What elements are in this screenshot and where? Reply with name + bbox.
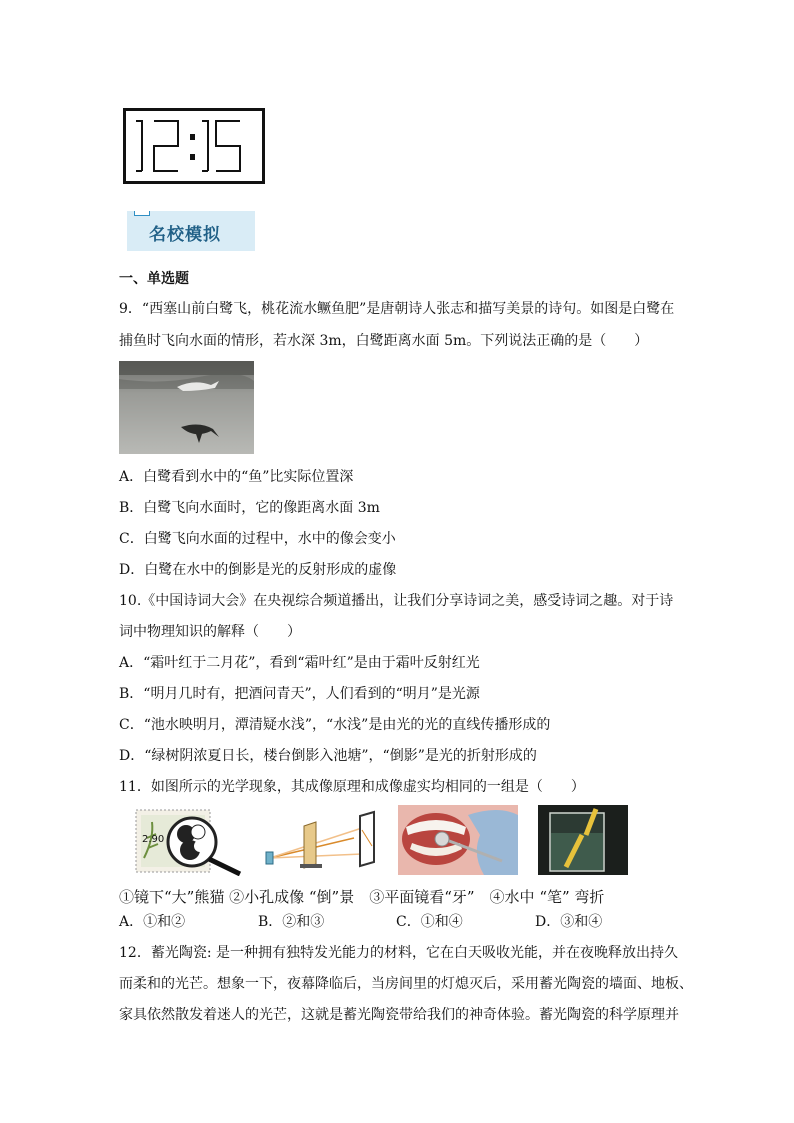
badge-tab-mark	[134, 211, 150, 216]
dental-mirror-image	[398, 805, 518, 875]
stamp-value-text: 2.90	[142, 834, 165, 845]
q10-option-a: A．“霜叶红于二月花”，看到“霜叶红”是由于霜叶反射红光	[119, 655, 480, 671]
q10-stem-line2: 词中物理知识的解释（ ）	[119, 624, 301, 640]
q9-stem-line2: 捕鱼时飞向水面的情形，若水深 3m，白鹭距离水面 5m。下列说法正确的是（ ）	[119, 333, 649, 349]
q10-option-d: D．“绿树阴浓夏日长，楼台倒影入池塘”，“倒影”是光的折射形成的	[119, 748, 537, 764]
q11-stem: 11．如图所示的光学现象，其成像原理和成像虚实均相同的一组是（ ）	[119, 779, 585, 795]
q12-stem-line2: 而柔和的光芒。想象一下，夜幕降临后，当房间里的灯熄灭后，采用蓄光陶瓷的墙面、地板、	[119, 976, 693, 992]
q10-stem-line1: 10.《中国诗词大会》在央视综合频道播出，让我们分享诗词之美，感受诗词之趣。对于诗	[119, 593, 674, 609]
q11-image-captions: ①镜下“大”熊猫 ②小孔成像 “倒”景 ③平面镜看“牙” ④水中 “笔” 弯折	[119, 888, 605, 906]
q9-stem-line1: 9．“西塞山前白鹭飞，桃花流水鳜鱼肥”是唐朝诗人张志和描写美景的诗句。如图是白鹭在	[119, 301, 675, 317]
bent-pencil-in-water-image	[538, 805, 628, 875]
q9-option-a: A．白鹭看到水中的“鱼”比实际位置深	[119, 469, 354, 485]
q11-option-b: B．②和③	[258, 914, 325, 930]
clock-digits-drawing	[126, 111, 262, 181]
q11-option-d: D．③和④	[535, 914, 603, 930]
panda-stamp-magnifier-image	[134, 808, 246, 876]
q9-option-c: C．白鹭飞向水面的过程中，水中的像会变小	[119, 531, 396, 547]
q11-option-c: C．①和④	[396, 914, 463, 930]
q12-stem-line1: 12．蓄光陶瓷: 是一种拥有独特发光能力的材料，它在白天吸收光能，并在夜晚释放出持久	[119, 945, 678, 961]
digital-clock-figure	[123, 108, 265, 184]
badge-label: 名校模拟	[149, 225, 221, 245]
q9-option-b: B．白鹭飞向水面时，它的像距离水面 3m	[119, 500, 380, 516]
q10-option-c: C．“池水映明月，潭清疑水浅”，“水浅”是由光的光的直线传播形成的	[119, 717, 551, 733]
q11-option-a: A．①和②	[119, 914, 186, 930]
section-title: 一、单选题	[119, 271, 189, 287]
q12-stem-line3: 家具依然散发着迷人的光芒，这就是蓄光陶瓷带给我们的神奇体验。蓄光陶瓷的科学原理并	[119, 1007, 679, 1023]
q10-option-b: B．“明月几时有，把酒问青天”，人们看到的“明月”是光源	[119, 686, 480, 702]
section-badge	[127, 211, 255, 251]
pinhole-imaging-image	[262, 808, 386, 876]
q9-option-d: D．白鹭在水中的倒影是光的反射形成的虚像	[119, 562, 397, 578]
egret-photo	[119, 361, 254, 454]
